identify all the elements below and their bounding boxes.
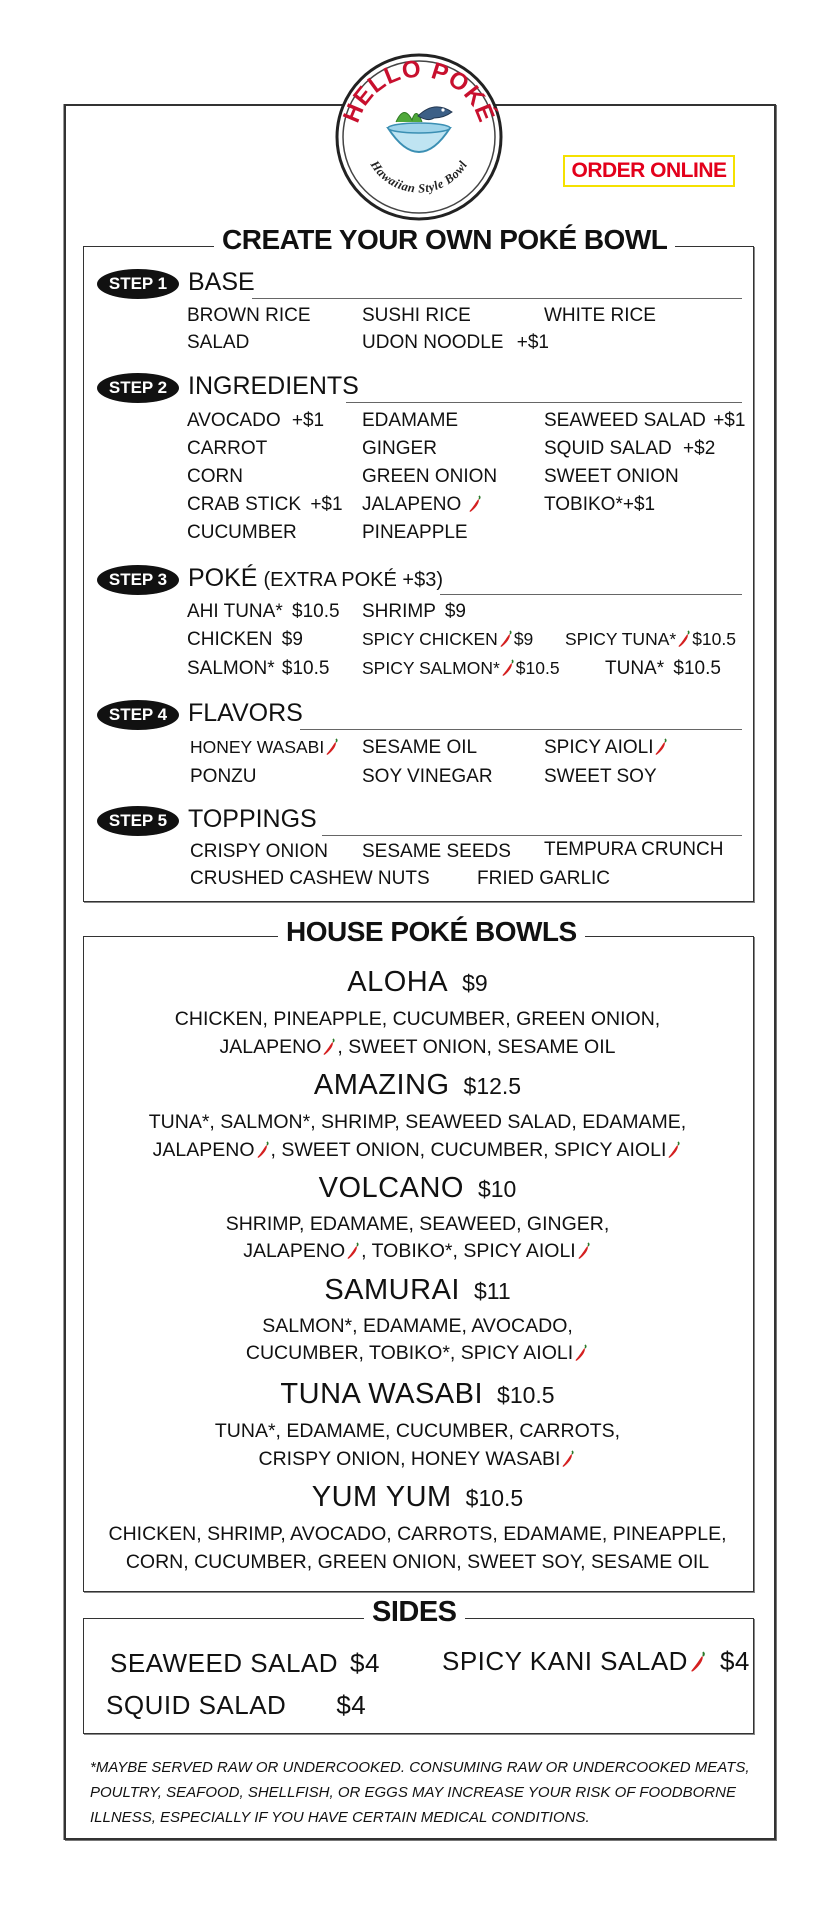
poke-item: CHICKEN $9 [187,629,303,650]
bowl-price: $10.5 [497,1382,555,1408]
chili-icon [501,659,515,677]
flavor-item: PONZU [190,766,257,787]
brand-logo [334,52,504,222]
bowl-ingredients: CRISPY ONION, HONEY WASABI [0,1448,835,1471]
flavor-item: SWEET SOY [544,766,657,787]
chili-icon [561,1450,575,1468]
chili-icon [325,738,339,756]
topping-item: TEMPURA CRUNCH [544,839,724,860]
chili-icon [468,495,482,513]
flavor-item: SPICY AIOLI [544,737,669,759]
chili-icon [499,630,513,648]
ingredient-item: CARROT [187,438,268,459]
topping-item: FRIED GARLIC [477,868,611,889]
base-item: SALAD [187,332,250,353]
poke-item: AHI TUNA* $10.5 [187,601,340,622]
side-item: SQUID SALAD $4 [106,1690,367,1720]
bowl-name: YUM YUM [311,1481,452,1513]
ingredient-item: SEAWEED SALAD +$1 [544,410,746,431]
bowl-ingredients: CHICKEN, SHRIMP, AVOCADO, CARROTS, EDAMAME, PINEAPPLE, [108,1523,727,1545]
bowl-aloha [0,966,835,999]
bowl-ingredients: CHICKEN, PINEAPPLE, CUCUMBER, GREEN ONION, [174,1008,661,1030]
side-item: SPICY KANI SALAD $4 [442,1646,750,1676]
bowl-tuna-wasabi [0,1378,835,1411]
poke-item: TUNA* $10.5 [605,658,721,679]
bowl-price: $10.5 [465,1485,524,1511]
bowl-name: AMAZING [313,1069,450,1101]
bowl-ingredients: JALAPENO , SWEET ONION, SESAME OIL [219,1036,616,1058]
step-4-label: FLAVORS [188,699,303,727]
ingredient-item: CORN [187,466,243,487]
ingredient-item: EDAMAME [362,410,459,431]
step-4-badge: STEP 4 [97,700,179,730]
chili-icon [346,1242,360,1260]
step-5-label: TOPPINGS [188,805,317,833]
chili-icon [574,1344,588,1362]
house-bowls-title: HOUSE POKÉ BOWLS [278,916,585,948]
step-2-badge: STEP 2 [97,373,179,403]
bowl-name: SAMURAI [324,1274,460,1306]
side-item: SEAWEED SALAD $4 [110,1648,380,1678]
step-1-label: BASE [188,268,255,296]
bowl-name: ALOHA [347,966,449,998]
bowl-price: $12.5 [463,1073,522,1099]
step-5-badge: STEP 5 [97,806,179,836]
step-4-rule [300,729,742,730]
step-2-label: INGREDIENTS [188,372,359,400]
bowl-ingredients: SHRIMP, EDAMAME, SEAWEED, GINGER, [225,1213,610,1235]
ingredient-item: PINEAPPLE [362,522,468,543]
ingredient-item: CUCUMBER [187,522,297,543]
bowl-samurai [0,1274,835,1307]
poke-item: SPICY SALMON* $10.5 [362,658,560,678]
sides-title: SIDES [364,1596,465,1629]
bowl-ingredients: SALMON*, EDAMAME, AVOCADO, [262,1315,573,1337]
bowl-price: $10 [477,1176,517,1202]
create-bowl-title: CREATE YOUR OWN POKÉ BOWL [214,224,675,256]
food-safety-disclaimer: *MAYBE SERVED RAW OR UNDERCOOKED. CONSUMING RAW OR UNDERCOOKED MEATS, POULTRY, SEAFOOD, SHELLFISH, OR EGGS MAY INCREASE YOUR RISK OF FOODBORNE ILLNESS, ESPECIALLY IF YOU HAVE CERTAIN MEDICAL CONDITIONS. [90,1759,750,1826]
base-item: WHITE RICE [544,305,656,326]
ingredient-item: GREEN ONION [362,466,498,487]
flavor-item: HONEY WASABI [190,737,340,758]
flavor-item: SOY VINEGAR [362,766,493,787]
bowl-ingredients: CUCUMBER, TOBIKO*, SPICY AIOLI [0,1342,835,1365]
ingredient-item: GINGER [362,438,437,459]
bowl-name: TUNA WASABI [280,1378,484,1410]
bowl-ingredients: TUNA*, SALMON*, SHRIMP, SEAWEED SALAD, EDAMAME, [148,1111,687,1133]
bowl-ingredients: TUNA*, EDAMAME, CUCUMBER, CARROTS, [214,1420,621,1442]
step-3-label: POKÉ (EXTRA POKÉ +$3) [188,564,443,592]
chili-icon [322,1038,336,1056]
poke-item: SALMON* $10.5 [187,658,330,679]
ingredient-item: JALAPENO [362,494,483,516]
chili-icon [689,1651,707,1673]
chili-icon [677,630,691,648]
ingredient-item: SWEET ONION [544,466,679,487]
bowl-amazing [0,1069,835,1102]
step-3-rule [440,594,742,595]
chili-icon [256,1141,270,1159]
bowl-volcano [0,1172,835,1205]
svg-text:Hawaiian Style Bowl: Hawaiian Style Bowl [367,157,471,196]
bowl-ingredients: CORN, CUCUMBER, GREEN ONION, SWEET SOY, SESAME OIL [125,1551,710,1573]
step-2-rule [346,402,742,403]
topping-item: SESAME SEEDS [362,841,511,862]
order-online-button[interactable]: ORDER ONLINE [563,155,735,187]
chili-icon [577,1242,591,1260]
bowl-yum-yum [0,1481,835,1514]
bowl-name: VOLCANO [318,1172,464,1204]
ingredient-item: TOBIKO*+$1 [544,494,656,515]
ingredient-item: CRAB STICK +$1 [187,494,343,515]
chili-icon [654,738,668,756]
topping-item: CRUSHED CASHEW NUTS [190,868,430,889]
bowl-price: $11 [473,1278,511,1304]
poke-item: SPICY CHICKEN $9 [362,629,534,649]
ingredient-item: AVOCADO +$1 [187,410,325,431]
step-5-rule [322,835,742,836]
base-item: SUSHI RICE [362,305,471,326]
flavor-item: SESAME OIL [362,737,478,758]
bowl-ingredients: JALAPENO , TOBIKO*, SPICY AIOLI [0,1240,835,1263]
poke-item: SHRIMP $9 [362,601,466,622]
ingredient-item: SQUID SALAD +$2 [544,438,716,459]
base-item: UDON NOODLE +$1 [362,332,549,353]
step-3-badge: STEP 3 [97,565,179,595]
step-1-badge: STEP 1 [97,269,179,299]
svg-text:HELLO POKÉ: HELLO POKÉ [337,55,501,127]
topping-item: CRISPY ONION [190,841,328,862]
base-item: BROWN RICE [187,305,311,326]
poke-item: SPICY TUNA* $10.5 [565,629,736,649]
step-1-rule [252,298,742,299]
bowl-ingredients: JALAPENO , SWEET ONION, CUCUMBER, SPICY AIOLI [0,1139,835,1162]
bowl-price: $9 [462,970,488,996]
chili-icon [667,1141,681,1159]
